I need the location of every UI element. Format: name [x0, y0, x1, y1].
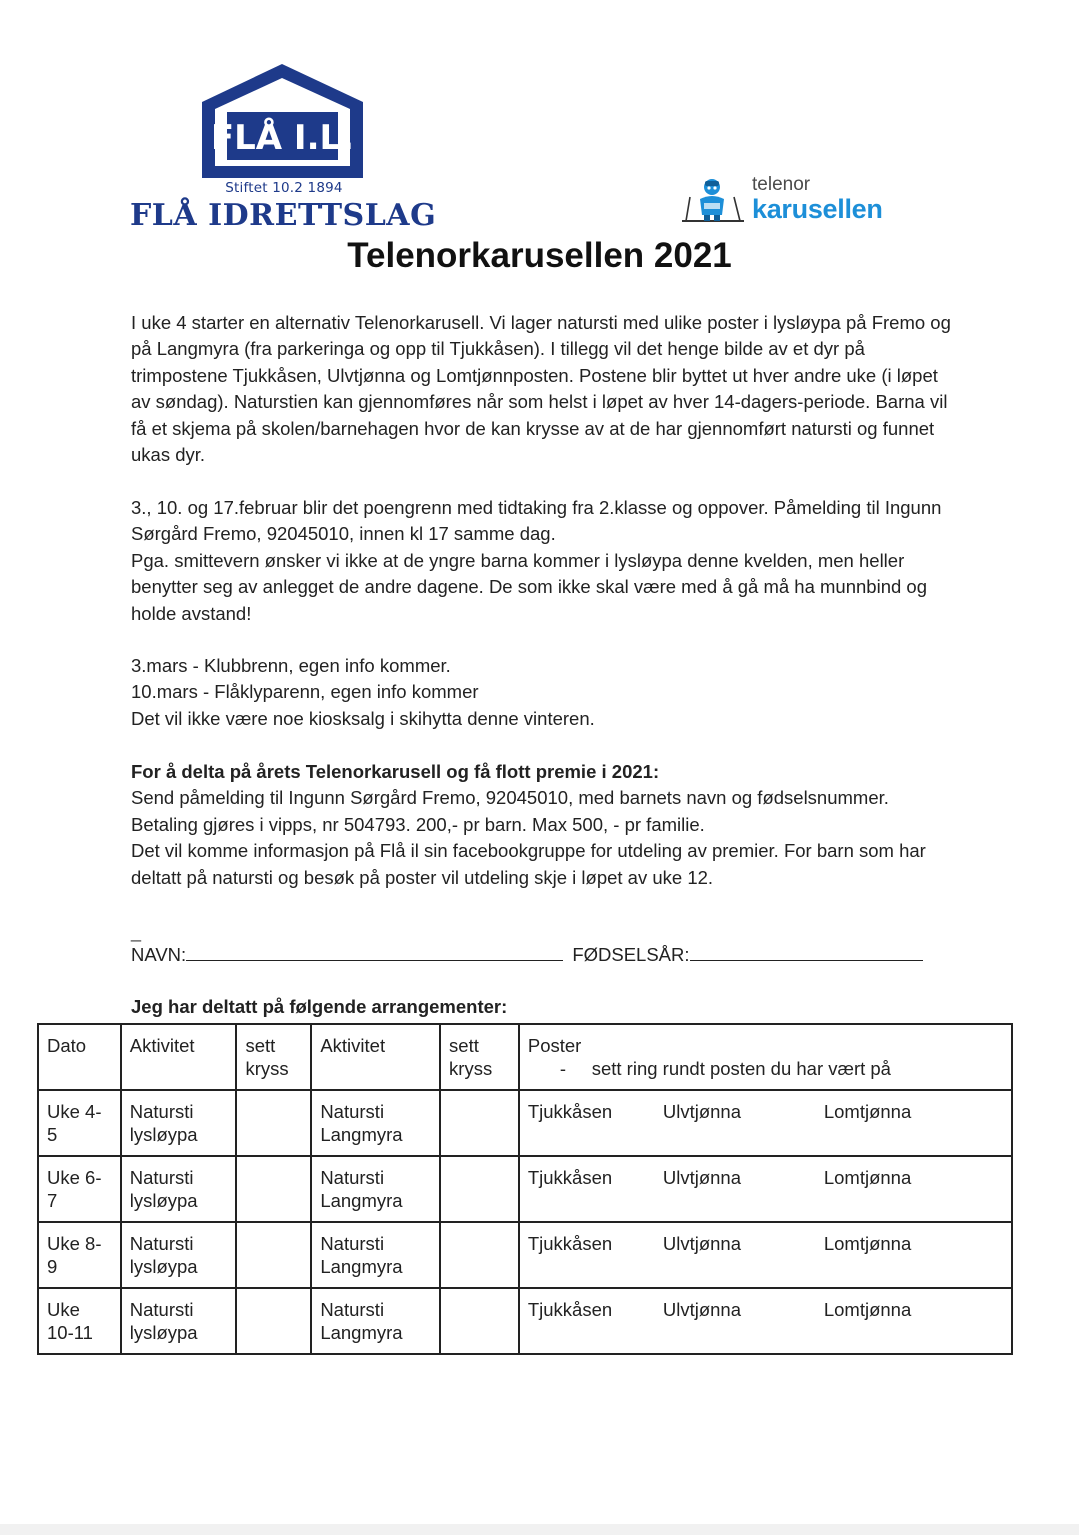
table-row: [38, 1288, 1012, 1354]
registration-heading: For å delta på årets Telenorkarusell og få flott premie i 2021:: [131, 761, 660, 782]
post-tjukkasen[interactable]: Tjukkåsen: [527, 1101, 613, 1122]
poster-cell: [519, 1090, 1012, 1156]
karusellen-wordmark: karusellen: [752, 194, 883, 224]
paragraph-text: Det vil ikke være noe kiosksalg i skihytta denne vinteren.: [131, 707, 595, 729]
kryss-cell[interactable]: [440, 1090, 519, 1156]
dato-cell: Uke 6-7: [38, 1156, 121, 1222]
kryss-cell[interactable]: [440, 1288, 519, 1354]
kryss-cell[interactable]: [236, 1222, 311, 1288]
header-aktivitet: Aktivitet: [121, 1024, 237, 1090]
paragraph-text: Betaling gjøres i vipps, nr 504793. 200,- pr barn. Max 500, - pr familie.: [131, 813, 705, 835]
aktivitet-cell: Natursti lysløypa: [121, 1090, 237, 1156]
post-lomtjonna[interactable]: Lomtjønna: [823, 1101, 912, 1122]
dato-cell: Uke 4-5: [38, 1090, 121, 1156]
post-lomtjonna[interactable]: Lomtjønna: [823, 1167, 912, 1188]
poster-instruction: - sett ring rundt posten du har vært på: [559, 1058, 891, 1079]
header-sett-kryss: sett kryss: [440, 1024, 519, 1090]
kryss-cell[interactable]: [440, 1156, 519, 1222]
post-ulvtjonna[interactable]: Ulvtjønna: [662, 1299, 741, 1320]
kryss-cell[interactable]: [236, 1156, 311, 1222]
aktivitet-cell: Natursti lysløypa: [121, 1156, 237, 1222]
table-row: [38, 1090, 1012, 1156]
paragraph-text: Det vil komme informasjon på Flå il sin facebookgruppe for utdeling av premier. For barn som har deltatt på natursti og besøk på poster vil utdeling skje i løpet av uke 12.: [131, 840, 926, 888]
events-table: [37, 1023, 1013, 1355]
dato-cell: Uke 8-9: [38, 1222, 121, 1288]
document-title: Telenorkarusellen 2021: [347, 236, 732, 275]
poster-cell: [519, 1156, 1012, 1222]
paragraph-text: I uke 4 starter en alternativ Telenorkarusell. Vi lager natursti med ulike poster i lysløypa på Fremo og på Langmyra (fra parkeringa og opp til Tjukkåsen). I tillegg vil det henge bilde av et dyr på trimpostene Tjukkåsen, Ulvtjønna og Lomtjønnposten. Postene blir byttet ut hver andre uke (i løpet av søndag). Naturstien kan gjennomføres når som helst i løpet av hver 14-dagers-periode. Barna vil få et skjema på skolen/barnehagen hvor de kan krysse av at de har gjennomført natursti og funnet ukas dyr.: [131, 312, 951, 466]
name-birthyear-form: [131, 944, 923, 966]
dash-mark: _: [131, 922, 142, 942]
header-sett-kryss: sett kryss: [236, 1024, 311, 1090]
aktivitet-cell: Natursti Langmyra: [311, 1090, 440, 1156]
fodselsar-label: FØDSELSÅR:: [572, 944, 690, 965]
poster-cell: [519, 1222, 1012, 1288]
telenor-wordmark: telenor: [752, 174, 811, 195]
paragraph-text: Pga. smittevern ønsker vi ikke at de yngre barna kommer i lysløypa denne kvelden, men heller benytter seg av anlegget de andre dagene. De som ikke skal være med å gå må ha munnbind og holde avstand!: [131, 549, 927, 624]
post-tjukkasen[interactable]: Tjukkåsen: [527, 1167, 613, 1188]
navn-input-line[interactable]: [186, 946, 563, 961]
aktivitet-cell: Natursti lysløypa: [121, 1288, 237, 1354]
table-header-row: [38, 1024, 1012, 1090]
paragraph-text: 10.mars - Flåklyparenn, egen info kommer: [131, 681, 479, 703]
kryss-cell[interactable]: [236, 1288, 311, 1354]
events-heading: Jeg har deltatt på følgende arrangementer:: [131, 996, 508, 1017]
skier-mascot-icon: [678, 177, 750, 227]
fla-stiftet-text: Stiftet 10.2 1894: [225, 180, 343, 196]
page-bottom-strip: [0, 1524, 1079, 1535]
table-row: [38, 1156, 1012, 1222]
aktivitet-cell: Natursti Langmyra: [311, 1222, 440, 1288]
table-row: [38, 1222, 1012, 1288]
paragraph-text: Send påmelding til Ingunn Sørgård Fremo, 92045010, med barnets navn og fødselsnummer.: [131, 787, 889, 809]
aktivitet-cell: Natursti Langmyra: [311, 1288, 440, 1354]
fla-house-emblem: [200, 62, 365, 180]
fla-idrettslag-logo: [128, 62, 440, 237]
navn-label: NAVN:: [131, 944, 187, 965]
post-tjukkasen[interactable]: Tjukkåsen: [527, 1233, 613, 1254]
post-ulvtjonna[interactable]: Ulvtjønna: [662, 1233, 741, 1254]
aktivitet-cell: Natursti Langmyra: [311, 1156, 440, 1222]
poster-cell: [519, 1288, 1012, 1354]
post-lomtjonna[interactable]: Lomtjønna: [823, 1299, 912, 1320]
post-tjukkasen[interactable]: Tjukkåsen: [527, 1299, 613, 1320]
paragraph-text: 3.mars - Klubbrenn, egen info kommer.: [131, 655, 451, 676]
fodselsar-input-line[interactable]: [690, 946, 923, 961]
telenor-karusellen-logo: [678, 172, 898, 232]
aktivitet-cell: Natursti lysløypa: [121, 1222, 237, 1288]
dato-cell: Uke 10-11: [38, 1288, 121, 1354]
intro-paragraph: [131, 310, 961, 468]
kryss-cell[interactable]: [236, 1090, 311, 1156]
race-paragraph: [131, 495, 961, 627]
registration-paragraph: [131, 759, 966, 891]
events-paragraph: [131, 653, 961, 732]
post-lomtjonna[interactable]: Lomtjønna: [823, 1233, 912, 1254]
kryss-cell[interactable]: [440, 1222, 519, 1288]
header-dato: Dato: [38, 1024, 121, 1090]
poster-label: Poster: [527, 1035, 582, 1056]
fla-house-text: FLÅ I.L.: [210, 118, 355, 158]
post-ulvtjonna[interactable]: Ulvtjønna: [662, 1167, 741, 1188]
header-poster: [519, 1024, 1012, 1090]
fla-club-name: FLÅ IDRETTSLAG: [130, 198, 437, 233]
post-ulvtjonna[interactable]: Ulvtjønna: [662, 1101, 741, 1122]
header-aktivitet: Aktivitet: [311, 1024, 440, 1090]
paragraph-text: 3., 10. og 17.februar blir det poengrenn med tidtaking fra 2.klasse og oppover. Påmelding til Ingunn Sørgård Fremo, 92045010, innen kl 17 samme dag.: [131, 497, 942, 545]
